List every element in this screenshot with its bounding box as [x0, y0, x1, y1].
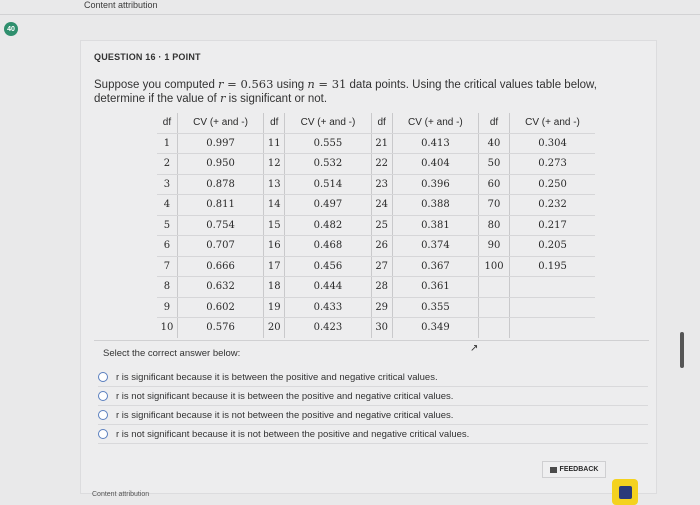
question-label: QUESTION 16 · 1 POINT [94, 52, 201, 62]
df-cell: 50 [478, 154, 509, 175]
answer-option-2[interactable] [98, 387, 648, 406]
r-symbol-2: r [219, 91, 226, 105]
df-cell: 6 [157, 236, 177, 257]
table-row [157, 277, 595, 298]
critical-values-table [157, 113, 595, 338]
df-cell: 9 [157, 297, 177, 318]
df-cell: 24 [371, 195, 392, 216]
answer-option-label[interactable]: r is not significant because it is between the positive and negative critical values. [116, 390, 454, 402]
df-cell: 60 [478, 174, 509, 195]
r-symbol: r [218, 77, 224, 91]
question-text-pre: Suppose you computed [94, 79, 219, 91]
answer-option-4[interactable] [98, 425, 648, 444]
cv-cell: 0.232 [510, 195, 595, 216]
answer-option-3[interactable] [98, 406, 648, 425]
table-row [157, 215, 595, 236]
question-number-badge[interactable]: 40 [4, 22, 18, 36]
df-cell: 100 [478, 256, 509, 277]
df-cell: 27 [371, 256, 392, 277]
df-cell [478, 318, 509, 338]
cv-cell: 0.413 [392, 133, 478, 154]
table-row [157, 174, 595, 195]
cv-cell: 0.602 [177, 297, 263, 318]
radio-button[interactable] [98, 372, 108, 382]
cv-cell [510, 297, 595, 318]
df-cell: 25 [371, 215, 392, 236]
df-cell: 8 [157, 277, 177, 298]
answer-option-1[interactable] [98, 368, 648, 387]
cv-cell: 0.195 [510, 256, 595, 277]
chat-button[interactable] [612, 479, 638, 505]
cv-cell: 0.754 [177, 215, 263, 236]
answer-option-label[interactable]: r is significant because it is not between the positive and negative critical values. [116, 409, 454, 421]
cv-cell: 0.381 [392, 215, 478, 236]
cv-cell: 0.444 [285, 277, 371, 298]
df-cell: 80 [478, 215, 509, 236]
table-header: df [478, 113, 509, 133]
feedback-icon [550, 467, 557, 473]
cv-cell: 0.666 [177, 256, 263, 277]
answer-option-label[interactable]: r is not significant because it is not between the positive and negative critical values. [116, 428, 470, 440]
equals-sign: = [223, 77, 241, 91]
df-cell: 5 [157, 215, 177, 236]
feedback-label[interactable]: FEEDBACK [559, 466, 599, 473]
question-text-end: is significant or not. [225, 93, 328, 105]
scrollbar[interactable] [680, 332, 684, 368]
mouse-cursor-icon: ↗ [470, 343, 479, 354]
table-row [157, 133, 595, 154]
df-cell: 21 [371, 133, 392, 154]
cv-cell: 0.497 [285, 195, 371, 216]
cv-cell: 0.997 [177, 133, 263, 154]
df-cell: 17 [264, 256, 285, 277]
cv-cell: 0.374 [392, 236, 478, 257]
cv-cell: 0.388 [392, 195, 478, 216]
cv-cell: 0.707 [177, 236, 263, 257]
df-cell: 10 [157, 318, 177, 338]
cv-cell: 0.456 [285, 256, 371, 277]
table-row [157, 318, 595, 338]
radio-button[interactable] [98, 391, 108, 401]
cv-cell: 0.205 [510, 236, 595, 257]
df-cell: 14 [264, 195, 285, 216]
table-row [157, 256, 595, 277]
df-cell: 22 [371, 154, 392, 175]
radio-button[interactable] [98, 429, 108, 439]
cv-cell: 0.878 [177, 174, 263, 195]
select-prompt: Select the correct answer below: [103, 348, 241, 359]
cv-cell: 0.514 [285, 174, 371, 195]
cv-cell: 0.482 [285, 215, 371, 236]
table-header: CV (+ and -) [177, 113, 263, 133]
df-cell: 30 [371, 318, 392, 338]
r-value: 0.563 [240, 77, 274, 91]
table-header-row [157, 113, 595, 133]
cv-cell: 0.555 [285, 133, 371, 154]
feedback-button[interactable] [542, 461, 606, 478]
content-attribution-bottom[interactable]: Content attribution [92, 491, 150, 498]
cv-cell: 0.950 [177, 154, 263, 175]
cv-cell: 0.632 [177, 277, 263, 298]
df-cell: 1 [157, 133, 177, 154]
top-divider [0, 14, 700, 15]
df-cell: 18 [264, 277, 285, 298]
df-cell [478, 277, 509, 298]
table-header: df [264, 113, 285, 133]
df-cell: 19 [264, 297, 285, 318]
table-header: CV (+ and -) [285, 113, 371, 133]
cv-cell: 0.576 [177, 318, 263, 338]
cv-cell: 0.304 [510, 133, 595, 154]
table-row [157, 297, 595, 318]
n-value: 31 [331, 77, 347, 91]
df-cell: 20 [264, 318, 285, 338]
table-header: df [371, 113, 392, 133]
df-cell: 15 [264, 215, 285, 236]
question-text-mid: using [273, 79, 308, 91]
cv-cell: 0.361 [392, 277, 478, 298]
question-text-post: data points. Using the critical values table below, determine if the value of [94, 79, 597, 105]
cv-cell: 0.217 [510, 215, 595, 236]
df-cell: 2 [157, 154, 177, 175]
question-text [94, 78, 639, 106]
df-cell: 26 [371, 236, 392, 257]
cv-cell: 0.433 [285, 297, 371, 318]
df-cell: 7 [157, 256, 177, 277]
df-cell: 4 [157, 195, 177, 216]
cv-cell: 0.404 [392, 154, 478, 175]
df-cell: 3 [157, 174, 177, 195]
cv-cell: 0.468 [285, 236, 371, 257]
df-cell: 23 [371, 174, 392, 195]
table-header: df [157, 113, 177, 133]
df-cell: 16 [264, 236, 285, 257]
df-cell: 90 [478, 236, 509, 257]
cv-cell: 0.811 [177, 195, 263, 216]
df-cell: 28 [371, 277, 392, 298]
cv-cell: 0.349 [392, 318, 478, 338]
df-cell: 13 [264, 174, 285, 195]
content-attribution-top[interactable]: Content attribution [84, 0, 158, 10]
df-cell: 70 [478, 195, 509, 216]
answer-option-label[interactable]: r is significant because it is between the positive and negative critical values. [116, 371, 438, 383]
df-cell: 12 [264, 154, 285, 175]
df-cell: 40 [478, 133, 509, 154]
cv-cell: 0.396 [392, 174, 478, 195]
cv-cell: 0.367 [392, 256, 478, 277]
df-cell: 29 [371, 297, 392, 318]
cv-cell: 0.532 [285, 154, 371, 175]
table-row [157, 154, 595, 175]
radio-button[interactable] [98, 410, 108, 420]
chat-icon [619, 486, 632, 499]
cv-cell: 0.355 [392, 297, 478, 318]
equals-sign-2: = [314, 77, 332, 91]
df-cell [478, 297, 509, 318]
cv-cell: 0.250 [510, 174, 595, 195]
table-header: CV (+ and -) [510, 113, 595, 133]
table-row [157, 236, 595, 257]
n-symbol: n [307, 77, 315, 91]
cv-cell [510, 277, 595, 298]
table-header: CV (+ and -) [392, 113, 478, 133]
cv-cell: 0.423 [285, 318, 371, 338]
cv-cell [510, 318, 595, 338]
df-cell: 11 [264, 133, 285, 154]
cv-cell: 0.273 [510, 154, 595, 175]
table-row [157, 195, 595, 216]
